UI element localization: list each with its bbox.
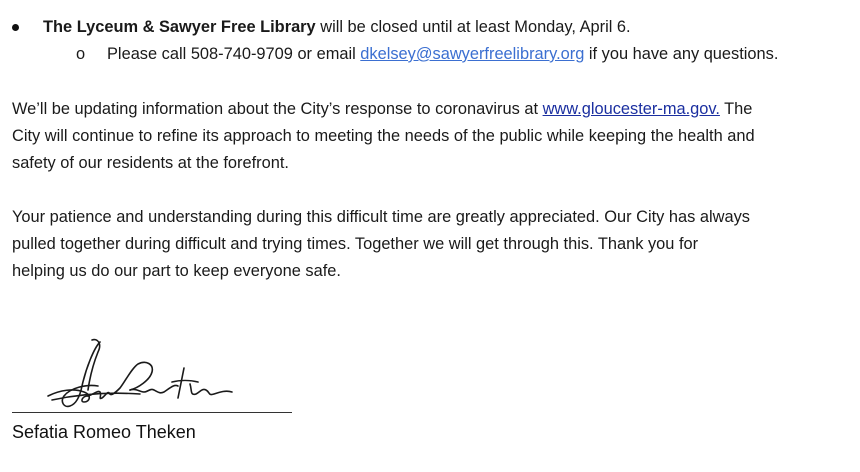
paragraph2-line3: helping us do our part to keep everyone safe. <box>12 262 341 280</box>
signer-name: Sefatia Romeo Theken <box>12 422 196 442</box>
contact-phone-text: Please call 508-740-9709 or email <box>107 45 361 63</box>
paragraph1-line1 <box>12 96 752 123</box>
paragraph1-line2: City will continue to refine its approach to meeting the needs of the public while keeping the health and <box>12 127 755 145</box>
updates-text: We’ll be updating information about the City’s response to coronavirus at <box>12 100 543 118</box>
contact-questions-text: if you have any questions. <box>584 45 779 63</box>
sub-bullet-marker: o <box>76 45 86 63</box>
closure-notice: will be closed until at least Monday, April 6. <box>315 18 631 36</box>
bullet-icon <box>12 24 19 31</box>
paragraph2-line1: Your patience and understanding during this difficult time are greatly appreciated. Our City has always <box>12 208 751 226</box>
paragraph1-line3: safety of our residents at the forefront. <box>12 154 289 172</box>
updates-text-after: The <box>719 100 753 118</box>
handwritten-signature <box>40 338 245 410</box>
library-name: The Lyceum & Sawyer Free Library <box>43 18 316 36</box>
paragraph2-line2: pulled together during difficult and trying times. Together we will get through this. Thank you for <box>12 235 699 253</box>
city-website-link[interactable]: www.gloucester-ma.gov. <box>542 100 720 118</box>
contact-text <box>107 41 778 68</box>
signature-line <box>12 412 292 413</box>
email-link[interactable]: dkelsey@sawyerfreelibrary.org <box>360 45 585 63</box>
bullet-text <box>43 14 631 41</box>
